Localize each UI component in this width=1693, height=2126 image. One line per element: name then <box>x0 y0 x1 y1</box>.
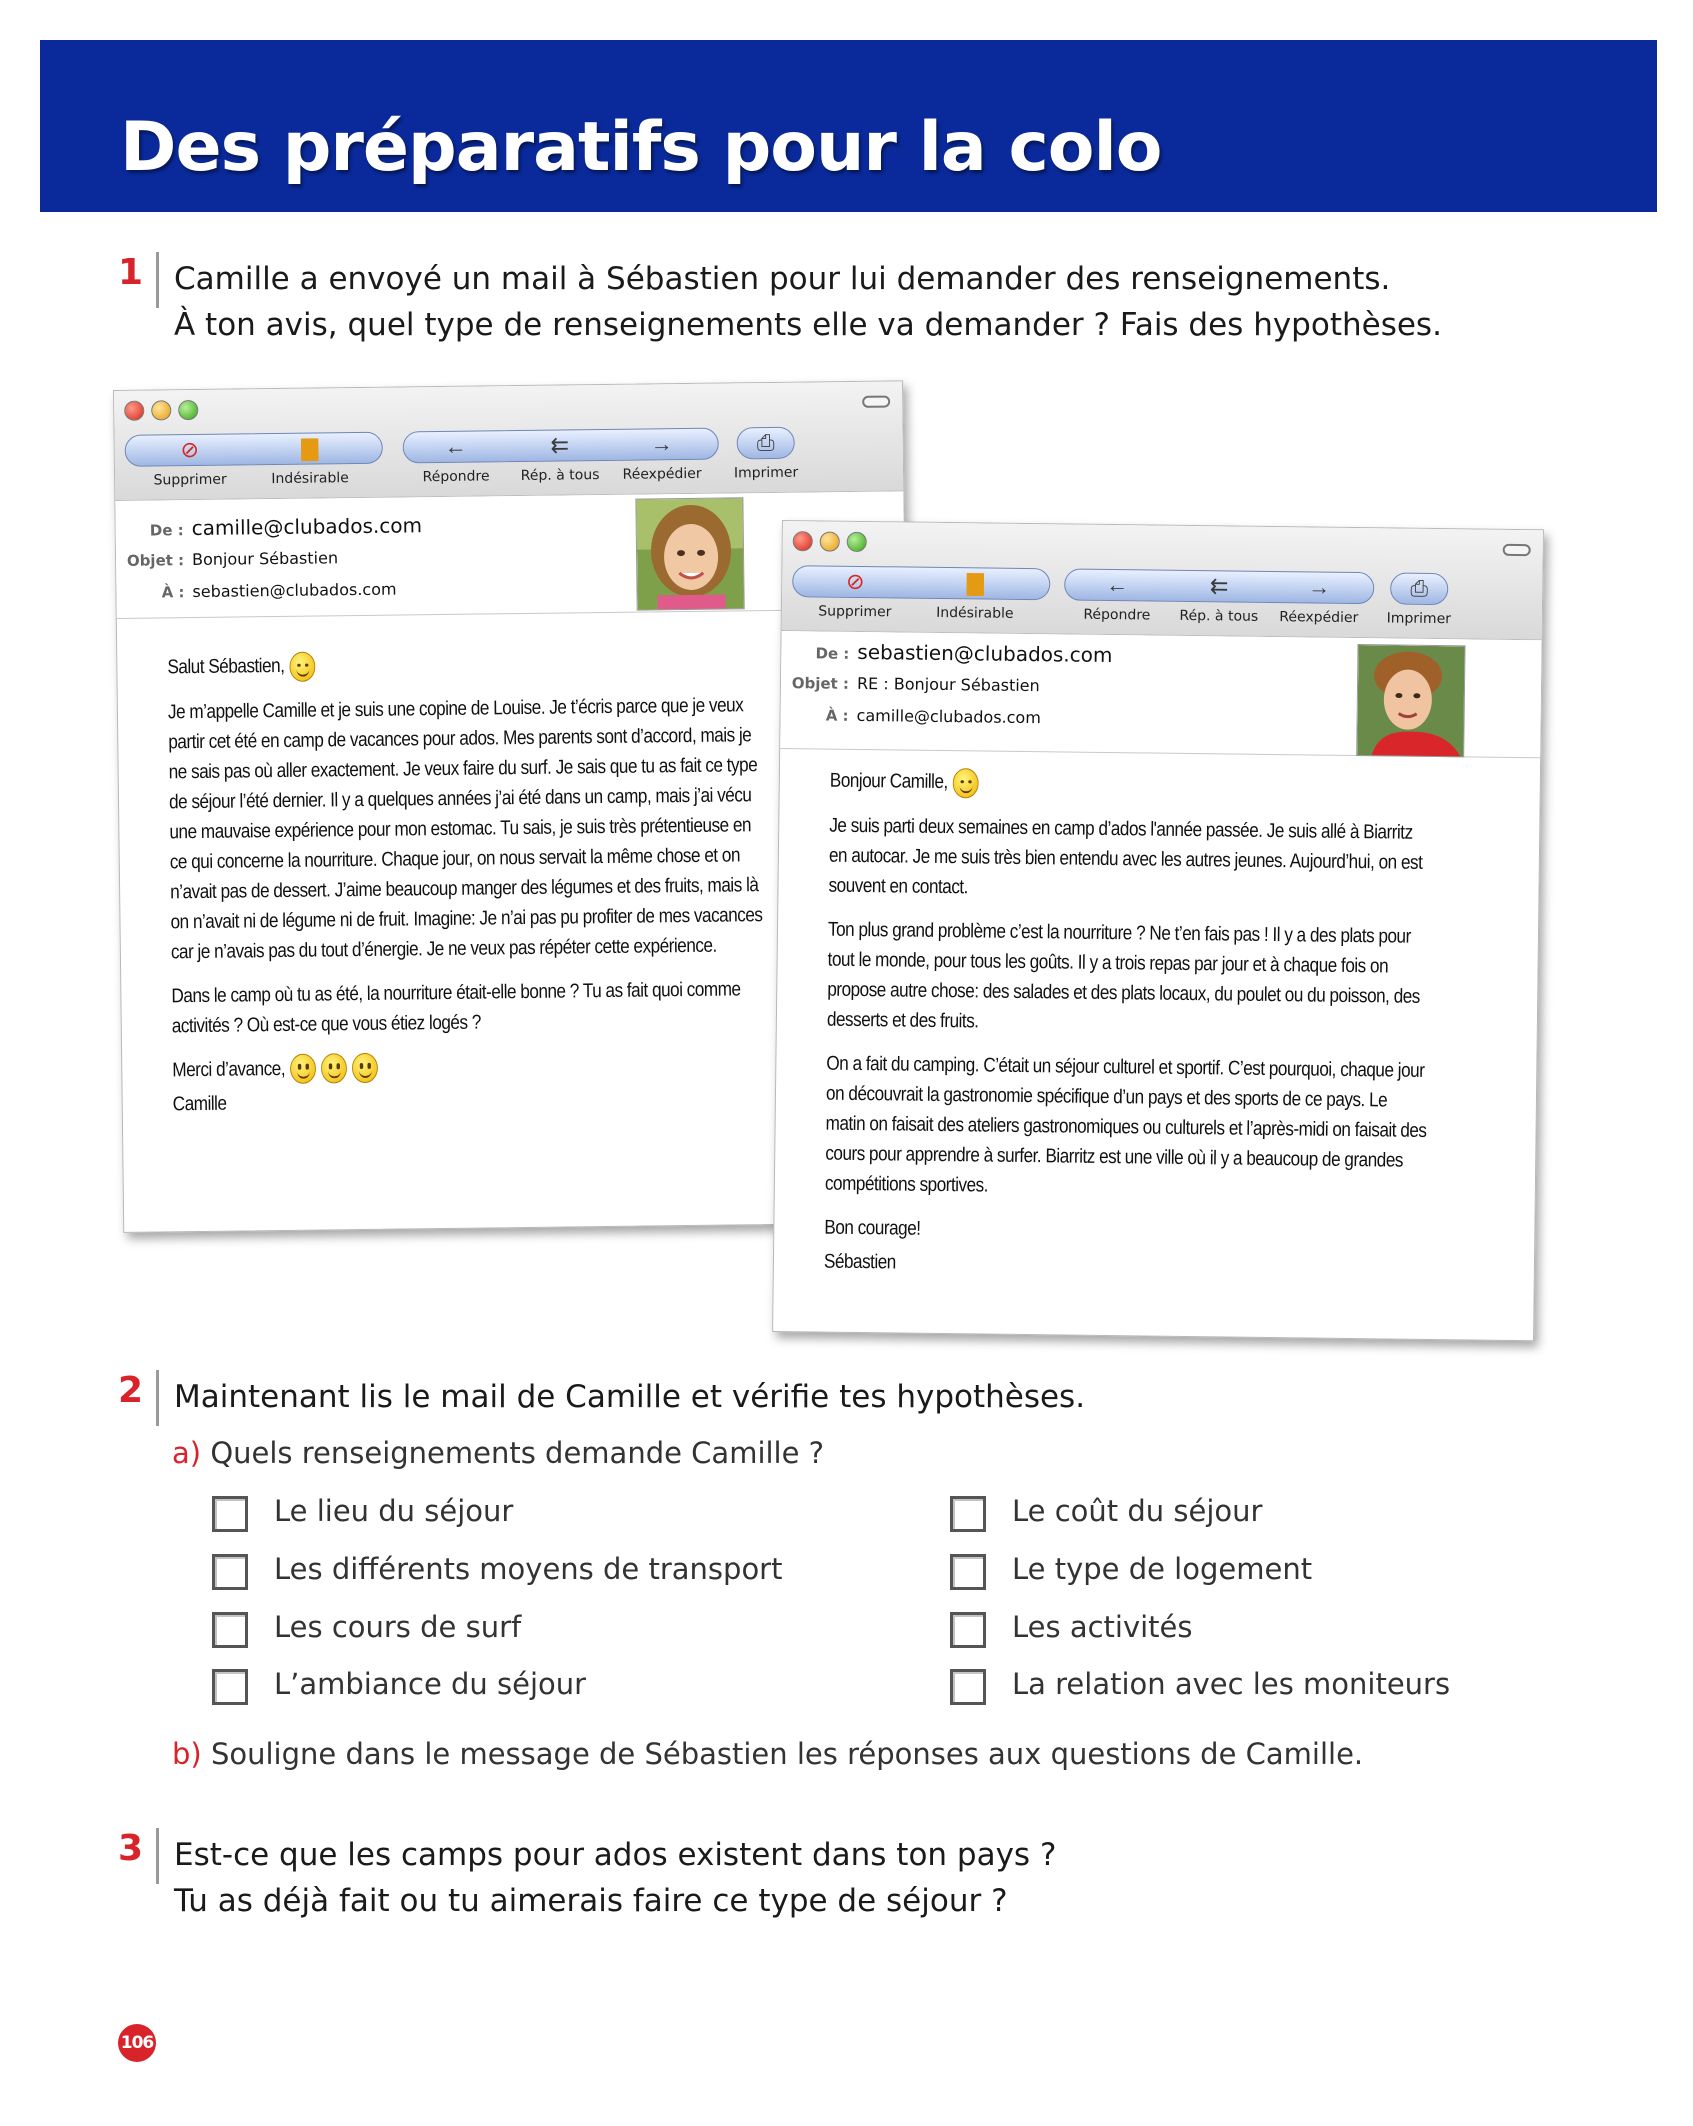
reply-all-button[interactable]: ⇇ Rép. à tous <box>520 432 600 485</box>
exercise-divider <box>156 1828 159 1884</box>
forward-arrow-icon: → <box>1308 574 1331 600</box>
from-address: camille@clubados.com <box>191 513 423 541</box>
mail-window-sebastien <box>772 520 1544 1341</box>
close-window-button[interactable] <box>124 401 144 421</box>
window-controls <box>793 531 867 552</box>
no-entry-icon: ⊘ <box>180 436 200 463</box>
checkbox[interactable] <box>212 1554 248 1590</box>
page-number: 106 <box>118 2024 156 2062</box>
mail-toolbar-area <box>114 381 903 501</box>
smiley-icon <box>352 1053 378 1083</box>
exercise-number: 1 <box>118 252 144 293</box>
paragraph: Je m’appelle Camille et je suis une copine de Louise. Je t’écris parce que je veux partir cet été en camp de vacances pour ados. Mes parents sont d’accord, mais je ne sais pas où aller exactement. Je veux faire du surf. Je sais que tu as fait ce type de séjour l’été dernier. Il y a quelques années j’ai été dans un camp, mais j’ai vécu une mauvaise expérience pour mon estomac. Tu sais, je suis très prétentieuse en ce qui concerne la nourriture. Chaque jour, on nous servait la même chose et on n’avait pas de dessert. J’aime beaucoup manger des légumes et des fruits, mais là on n’avait ni de légume ni de fruit. Imagine: Je n’ai pas pu profiter de mes vacances car je n’avais pas du tout d’énergie. Je ne veux pas répéter cette expérience. <box>167 694 763 964</box>
reply-all-button[interactable]: ⇇ Rép. à tous <box>1179 573 1259 625</box>
checkbox[interactable] <box>950 1669 986 1705</box>
delete-button[interactable]: ⊘ Supprimer <box>153 436 227 489</box>
subject-row: Objet : Bonjour Sébastien <box>126 548 339 570</box>
girl-portrait-image <box>636 498 744 610</box>
exercise-number: 3 <box>118 1828 144 1869</box>
checkbox[interactable] <box>950 1496 986 1532</box>
close-window-button[interactable] <box>793 531 813 551</box>
reply-button[interactable]: ← Répondre <box>1083 571 1151 624</box>
to-row: À : sebastien@clubados.com <box>161 579 397 602</box>
exercise-instruction <box>174 256 1442 348</box>
toolbar-toggle-button[interactable] <box>862 396 890 408</box>
reply-arrow-icon: ← <box>444 433 467 459</box>
smiley-icon <box>290 1054 316 1084</box>
closing-line: Bon courage! <box>824 1216 921 1240</box>
title-banner <box>40 40 1657 212</box>
subject: Bonjour Sébastien <box>191 548 339 570</box>
exercise-number: 2 <box>118 1370 144 1411</box>
wink-smiley-icon <box>953 768 979 798</box>
printer-icon: ⎙ <box>1410 575 1429 601</box>
to-row: À : camille@clubados.com <box>825 705 1041 728</box>
reply-all-arrow-icon: ⇇ <box>550 432 570 458</box>
toolbar-toggle-button[interactable] <box>1503 544 1531 556</box>
mail-body <box>824 766 1432 1298</box>
zoom-window-button[interactable] <box>847 532 867 552</box>
forward-button[interactable]: → Réexpédier <box>622 431 702 483</box>
reply-all-arrow-icon: ⇇ <box>1209 573 1229 599</box>
printer-icon: ⎙ <box>756 429 775 456</box>
checkbox[interactable] <box>212 1612 248 1648</box>
junk-button[interactable]: ▇ Indésirable <box>271 435 349 488</box>
greeting-line: Bonjour Camille, <box>830 766 1432 804</box>
from-address: sebastien@clubados.com <box>857 639 1113 668</box>
forward-button[interactable]: → Réexpédier <box>1279 574 1359 627</box>
from-row: De : sebastien@clubados.com <box>815 639 1113 668</box>
question-a: a) Quels renseignements demande Camille ? <box>172 1436 825 1470</box>
print-button[interactable]: ⎙ Imprimer <box>733 429 799 482</box>
exercise-instruction: Maintenant lis le mail de Camille et vérifie tes hypothèses. <box>174 1379 1086 1415</box>
mail-toolbar <box>792 565 1533 634</box>
trash-icon: ▇ <box>966 570 984 596</box>
exercise-divider <box>156 252 159 308</box>
subject: RE : Bonjour Sébastien <box>856 673 1040 696</box>
junk-button[interactable]: ▇ Indésirable <box>936 570 1014 622</box>
exercise-instruction <box>174 1832 1056 1924</box>
forward-arrow-icon: → <box>650 431 673 457</box>
subject-row: Objet : RE : Bonjour Sébastien <box>791 673 1040 696</box>
paragraph: Ton plus grand problème c’est la nourriture ? Ne t’en fais pas ! Il y a des plats pour tout le monde, pour tous les goûts. Il y a trois repas par jour et à chaque fois on propose autre chose: des salades et des plats locaux, du poulet ou du poisson, des desserts et des fruits. <box>826 918 1420 1033</box>
mail-header <box>780 631 1541 758</box>
page-title: Des préparatifs pour la colo <box>120 108 1162 187</box>
instruction-line: Est-ce que les camps pour ados existent dans ton pays ? <box>174 1837 1057 1873</box>
delete-button[interactable]: ⊘ Supprimer <box>818 568 892 621</box>
minimize-window-button[interactable] <box>151 400 171 420</box>
from-row: De : camille@clubados.com <box>149 513 423 541</box>
smiley-icon <box>321 1054 347 1084</box>
paragraph: On a fait du camping. C’était un séjour culturel et sportif. C’est pourquoi, chaque jour on découvrait la gastronomie spécifique d’un pays et des sports de ce pays. Le matin on faisait des ateliers gastronomiques ou culturels et l’après-midi on faisait des cours pour apprendre à surfer. Biarritz est une ville où il y a beaucoup de grandes compétitions sportives. <box>824 1052 1427 1197</box>
mail-toolbar <box>125 425 894 494</box>
question-b: b) Souligne dans le message de Sébastien les réponses aux questions de Camille. <box>172 1737 1364 1771</box>
reply-button[interactable]: ← Répondre <box>422 433 490 486</box>
greeting-line: Salut Sébastien, <box>167 645 761 683</box>
checkbox[interactable] <box>950 1554 986 1590</box>
signature: Sébastien <box>823 1250 896 1274</box>
to-address: sebastien@clubados.com <box>192 579 397 602</box>
minimize-window-button[interactable] <box>820 531 840 551</box>
instruction-line: Tu as déjà fait ou tu aimerais faire ce type de séjour ? <box>174 1883 1008 1919</box>
trash-icon: ▇ <box>301 435 319 461</box>
mail-body <box>167 645 766 1134</box>
closing-line: Merci d’avance, <box>172 1048 766 1086</box>
paragraph: Je suis parti deux semaines en camp d’ados l'année passée. Je suis allé à Biarritz en autocar. Je me suis très bien entendu avec les autres jeunes. Aujourd’hui, on est souvent en contact. <box>828 814 1423 899</box>
window-controls <box>124 400 198 421</box>
exercise-divider <box>156 1370 159 1426</box>
mail-toolbar-area <box>782 521 1543 640</box>
reply-arrow-icon: ← <box>1106 571 1129 598</box>
signature: Camille <box>172 1093 227 1116</box>
instruction-line: Camille a envoyé un mail à Sébastien pour lui demander des renseignements. <box>174 261 1391 297</box>
instruction-line: À ton avis, quel type de renseignements elle va demander ? Fais des hypothèses. <box>174 307 1442 343</box>
to-address: camille@clubados.com <box>856 705 1041 728</box>
wink-smiley-icon <box>289 651 315 681</box>
checkbox[interactable] <box>212 1496 248 1532</box>
zoom-window-button[interactable] <box>178 400 198 420</box>
checkbox[interactable] <box>212 1669 248 1705</box>
avatar <box>1356 644 1465 757</box>
print-button[interactable]: ⎙ Imprimer <box>1386 575 1452 628</box>
paragraph: Dans le camp où tu as été, la nourriture était-elle bonne ? Tu as fait quoi comme activités ? Où est-ce que vous étiez logés ? <box>171 978 741 1038</box>
checkbox[interactable] <box>950 1612 986 1648</box>
boy-portrait-image <box>1357 645 1465 757</box>
avatar <box>635 497 744 610</box>
no-entry-icon: ⊘ <box>845 568 865 595</box>
